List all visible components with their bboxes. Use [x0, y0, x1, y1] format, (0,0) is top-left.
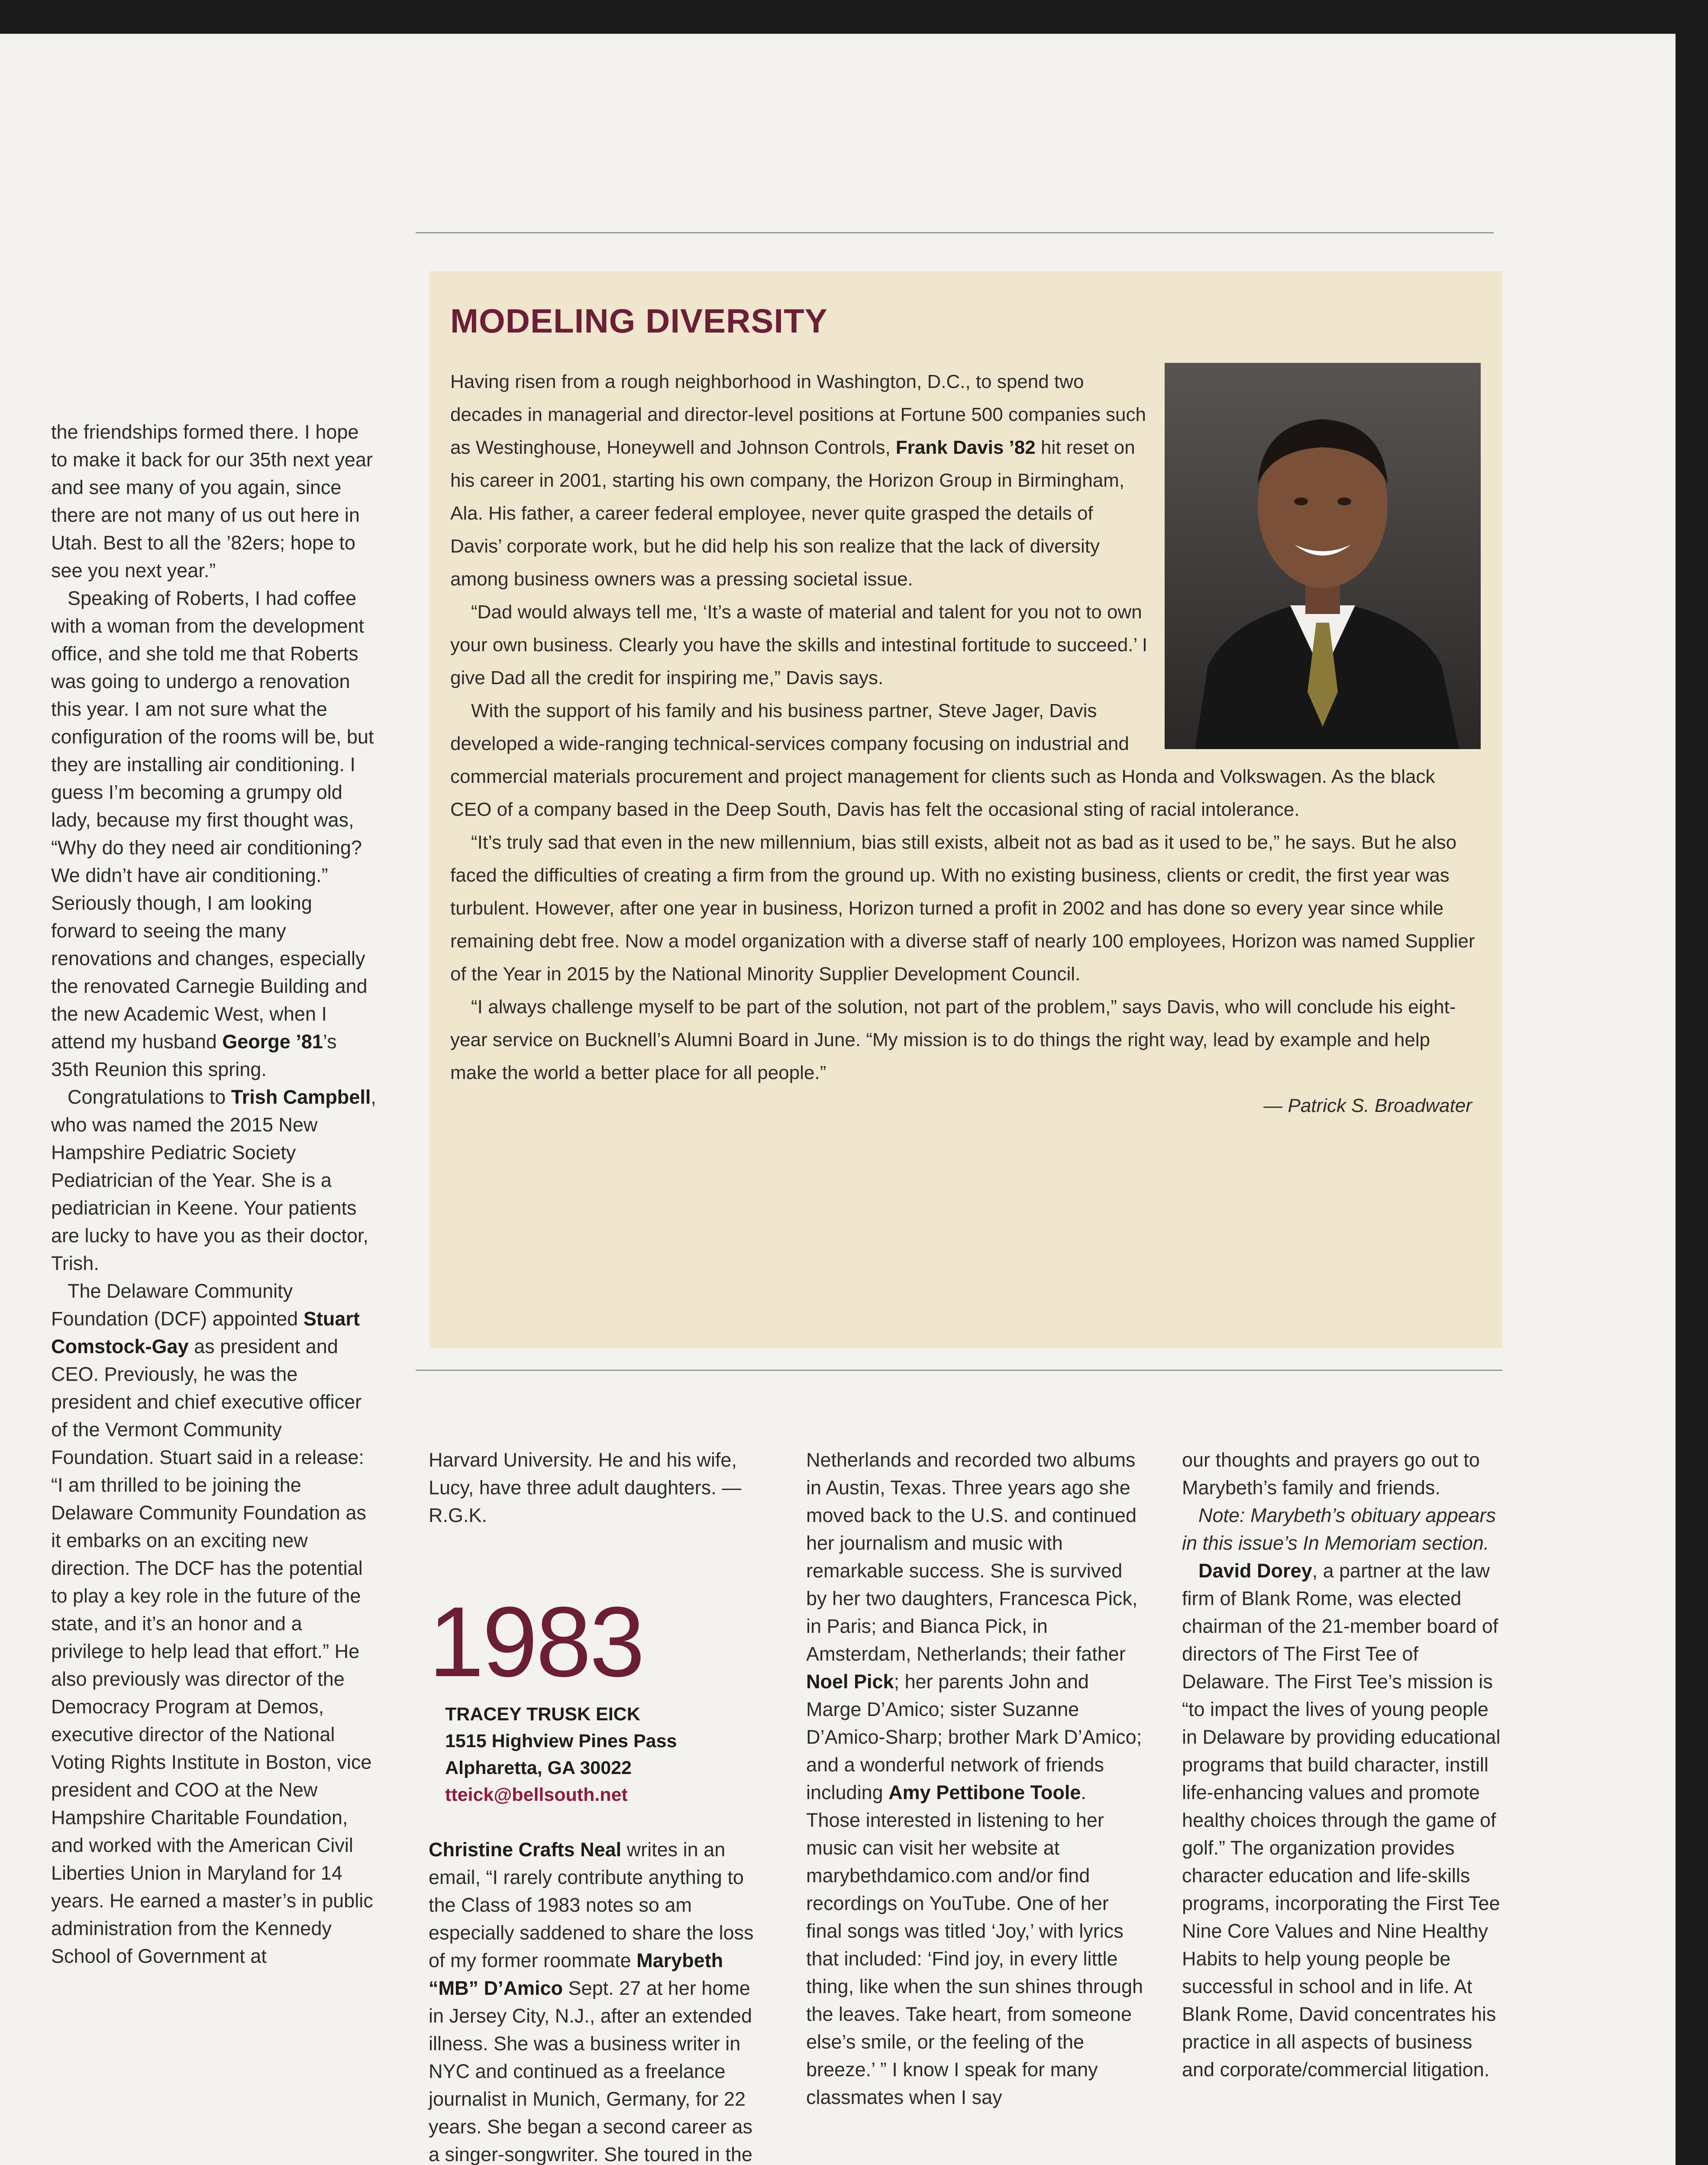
- paragraph: Harvard University. He and his wife, Lucy, have three adult daughters. — R.G.K.: [429, 1449, 742, 1526]
- name-trish: Trish Campbell: [231, 1086, 371, 1108]
- name-frank: Frank Davis ’82: [895, 437, 1036, 458]
- class-reporter-email[interactable]: tteick@bellsouth.net: [445, 1784, 628, 1805]
- paragraph: Netherlands and recorded two albums in Austin, Texas. Three years ago she moved back to the U.S. and continued her journalism and music with remarkable success. She is survived by her two daughters, Francesca Pick, in Paris; and Bianca Pick, in Amsterdam, Netherlands; their father Noel Pick; her parents John and Marge D’Amico; sister Suzanne D’Amico-Sharp; brother Mark D’Amico; and a wonderful network of friends including Amy Pettibone Toole. Those interested in listening to her music can visit her website at marybethdamico.com and/or find recordings on YouTube. One of her final songs was titled ‘Joy,’ with lyrics that included: ‘Find joy, in every little thing, like when the sun shines through the leaves. Take heart, from someone else’s smile, or the feeling of the breeze.’ ” I know I speak for many classmates when I say: [806, 1449, 1143, 2108]
- sidebar-paragraph: With the support of his family and his business partner, Steve Jager, Davis developed a wide-ranging technical-services company focusing on industrial and commercial materials procurement and project management for clients such as Honda and Volkswagen. As the black CEO of a company based in the Deep South, Davis has felt the occasional sting of racial intolerance.: [450, 700, 1435, 820]
- paragraph: Congratulations to Trish Campbell, who was named the 2015 New Hampshire Pediatric Society Pediatrician of the Year. She is a pediatrician in Keene. Your patients are lucky to have you as their doctor, Trish.: [51, 1086, 376, 1274]
- paragraph: The Delaware Community Foundation (DCF) appointed Stuart Comstock-Gay as president and CEO. Previously, he was the president and chief executive officer of the Vermont Community Foundation. Stuart said in a release: “I am thrilled to be joining the Delaware Community Foundation as it embarks on an exciting new direction. The DCF has the potential to play a key role in the future of the state, and it’s an honor and a privilege to help lead that effort.” He also previously was director of the Democracy Program at Demos, executive director of the National Voting Rights Institute in Boston, vice president and COO at the New Hampshire Charitable Foundation, and worked with the American Civil Liberties Union in Maryland for 14 years. He earned a master’s in public administration from the Kennedy School of Government at: [51, 1280, 373, 1967]
- sidebar-paragraph: “Dad would always tell me, ‘It’s a waste of material and talent for you not to own your own business. Clearly you have the skills and intestinal fortitude to succeed.’ I give Dad all the credit for inspiring me,” Davis says.: [450, 601, 1148, 688]
- name-amy: Amy Pettibone Toole: [888, 1781, 1081, 1803]
- sidebar-title: MODELING DIVERSITY: [450, 302, 828, 340]
- sidebar-paragraph: “It’s truly sad that even in the new millennium, bias still exists, albeit not as bad as it used to be,” he says. But he also faced the difficulties of creating a firm from the ground up. With no existing business, clients or credit, the first year was turbulent. However, after one year in business, Horizon turned a profit in 2002 and has done so every year since while remaining debt free. Now a model organization with a diverse staff of nearly 100 employees, Horizon was named Supplier of the Year in 2015 by the National Minority Supplier Development Council.: [450, 832, 1475, 985]
- sidebar-box: [429, 271, 1502, 1348]
- class-reporter-name: TRACEY TRUSK EICK: [445, 1704, 640, 1725]
- magazine-page: [0, 34, 1676, 2165]
- paragraph: our thoughts and prayers go out to Marybeth’s family and friends.: [1182, 1449, 1480, 1499]
- byline: — Patrick S. Broadwater: [1263, 1095, 1472, 1116]
- column-4: [1182, 1446, 1502, 2084]
- sidebar-text: [450, 365, 1481, 1122]
- name-george: George ’81: [222, 1031, 323, 1053]
- class-reporter-city: Alpharetta, GA 30022: [445, 1758, 632, 1778]
- name-david: David Dorey: [1198, 1560, 1312, 1582]
- name-noel: Noel Pick: [806, 1671, 894, 1693]
- obituary-note: Note: Marybeth’s obituary appears in this issue’s In Memoriam section.: [1182, 1504, 1496, 1554]
- column-2: [429, 1446, 762, 2165]
- bottom-rule: [416, 1370, 1502, 1371]
- name-christine: Christine Crafts Neal: [429, 1839, 622, 1861]
- class-reporter-address: 1515 Highview Pines Pass: [445, 1731, 677, 1751]
- sidebar-paragraph: Having risen from a rough neighborhood in Washington, D.C., to spend two decades in managerial and director-level positions at Fortune 500 companies such as Westinghouse, Honeywell and Johnson Controls, Frank Davis ’82 hit reset on his career in 2001, starting his own company, the Horizon Group in Birmingham, Ala. His father, a career federal employee, never quite grasped the details of Davis’ corporate work, but he did help his son realize that the lack of diversity among business owners was a pressing societal issue.: [450, 371, 1146, 590]
- name-marybeth: Marybeth “MB” D’Amico: [429, 1949, 723, 1999]
- top-rule: [416, 232, 1494, 233]
- column-1: [51, 418, 377, 1970]
- paragraph: Speaking of Roberts, I had coffee with a woman from the development office, and she told me that Roberts was going to undergo a renovation this year. I am not sure what the configuration of the rooms will be, but they are installing air conditioning. I guess I’m becoming a grumpy old lady, because my first thought was, “Why do they need air conditioning? We didn’t have air conditioning.” Seriously though, I am looking forward to seeing the many renovations and changes, especially the renovated Carnegie Building and the new Academic West, when I attend my husband George ’81’s 35th Reunion this spring.: [51, 587, 374, 1080]
- name-stuart: Stuart Comstock-Gay: [51, 1308, 360, 1357]
- column-3: [806, 1446, 1144, 2111]
- paragraph: Christine Crafts Neal writes in an email, “I rarely contribute anything to the Class of 1983 notes so am especially saddened to share the loss of my former roommate Marybeth “MB” D’Amico Sept. 27 at her home in Jersey City, N.J., after an extended illness. She was a business writer in NYC and continued as a freelance journalist in Munich, Germany, for 22 years. She began a second career as a singer-songwriter. She toured in the: [429, 1839, 754, 2165]
- class-year-heading: 1983: [429, 1586, 643, 1697]
- portrait-photo: [1165, 363, 1481, 749]
- paragraph: David Dorey, a partner at the law firm of Blank Rome, was elected chairman of the 21-member board of directors of The First Tee of Delaware. The First Tee’s mission is “to impact the lives of young people in Delaware by providing educational programs that build character, instill life-enhancing values and promote healthy choices through the game of golf.” The organization provides character education and life-skills programs, incorporating the First Tee Nine Core Values and Nine Healthy Habits to help young people be successful in school and in life. At Blank Rome, David concentrates his practice in all aspects of business and corporate/commercial litigation.: [1182, 1560, 1501, 2081]
- sidebar-paragraph: “I always challenge myself to be part of the solution, not part of the problem,” says Davis, who will conclude his eight-year service on Bucknell’s Alumni Board in June. “My mission is to do things the right way, lead by example and help make the world a better place for all people.”: [450, 996, 1456, 1083]
- paragraph: the friendships formed there. I hope to make it back for our 35th next year and see many of you again, since there are not many of us out here in Utah. Best to all the ’82ers; hope to see you next year.”: [51, 421, 373, 582]
